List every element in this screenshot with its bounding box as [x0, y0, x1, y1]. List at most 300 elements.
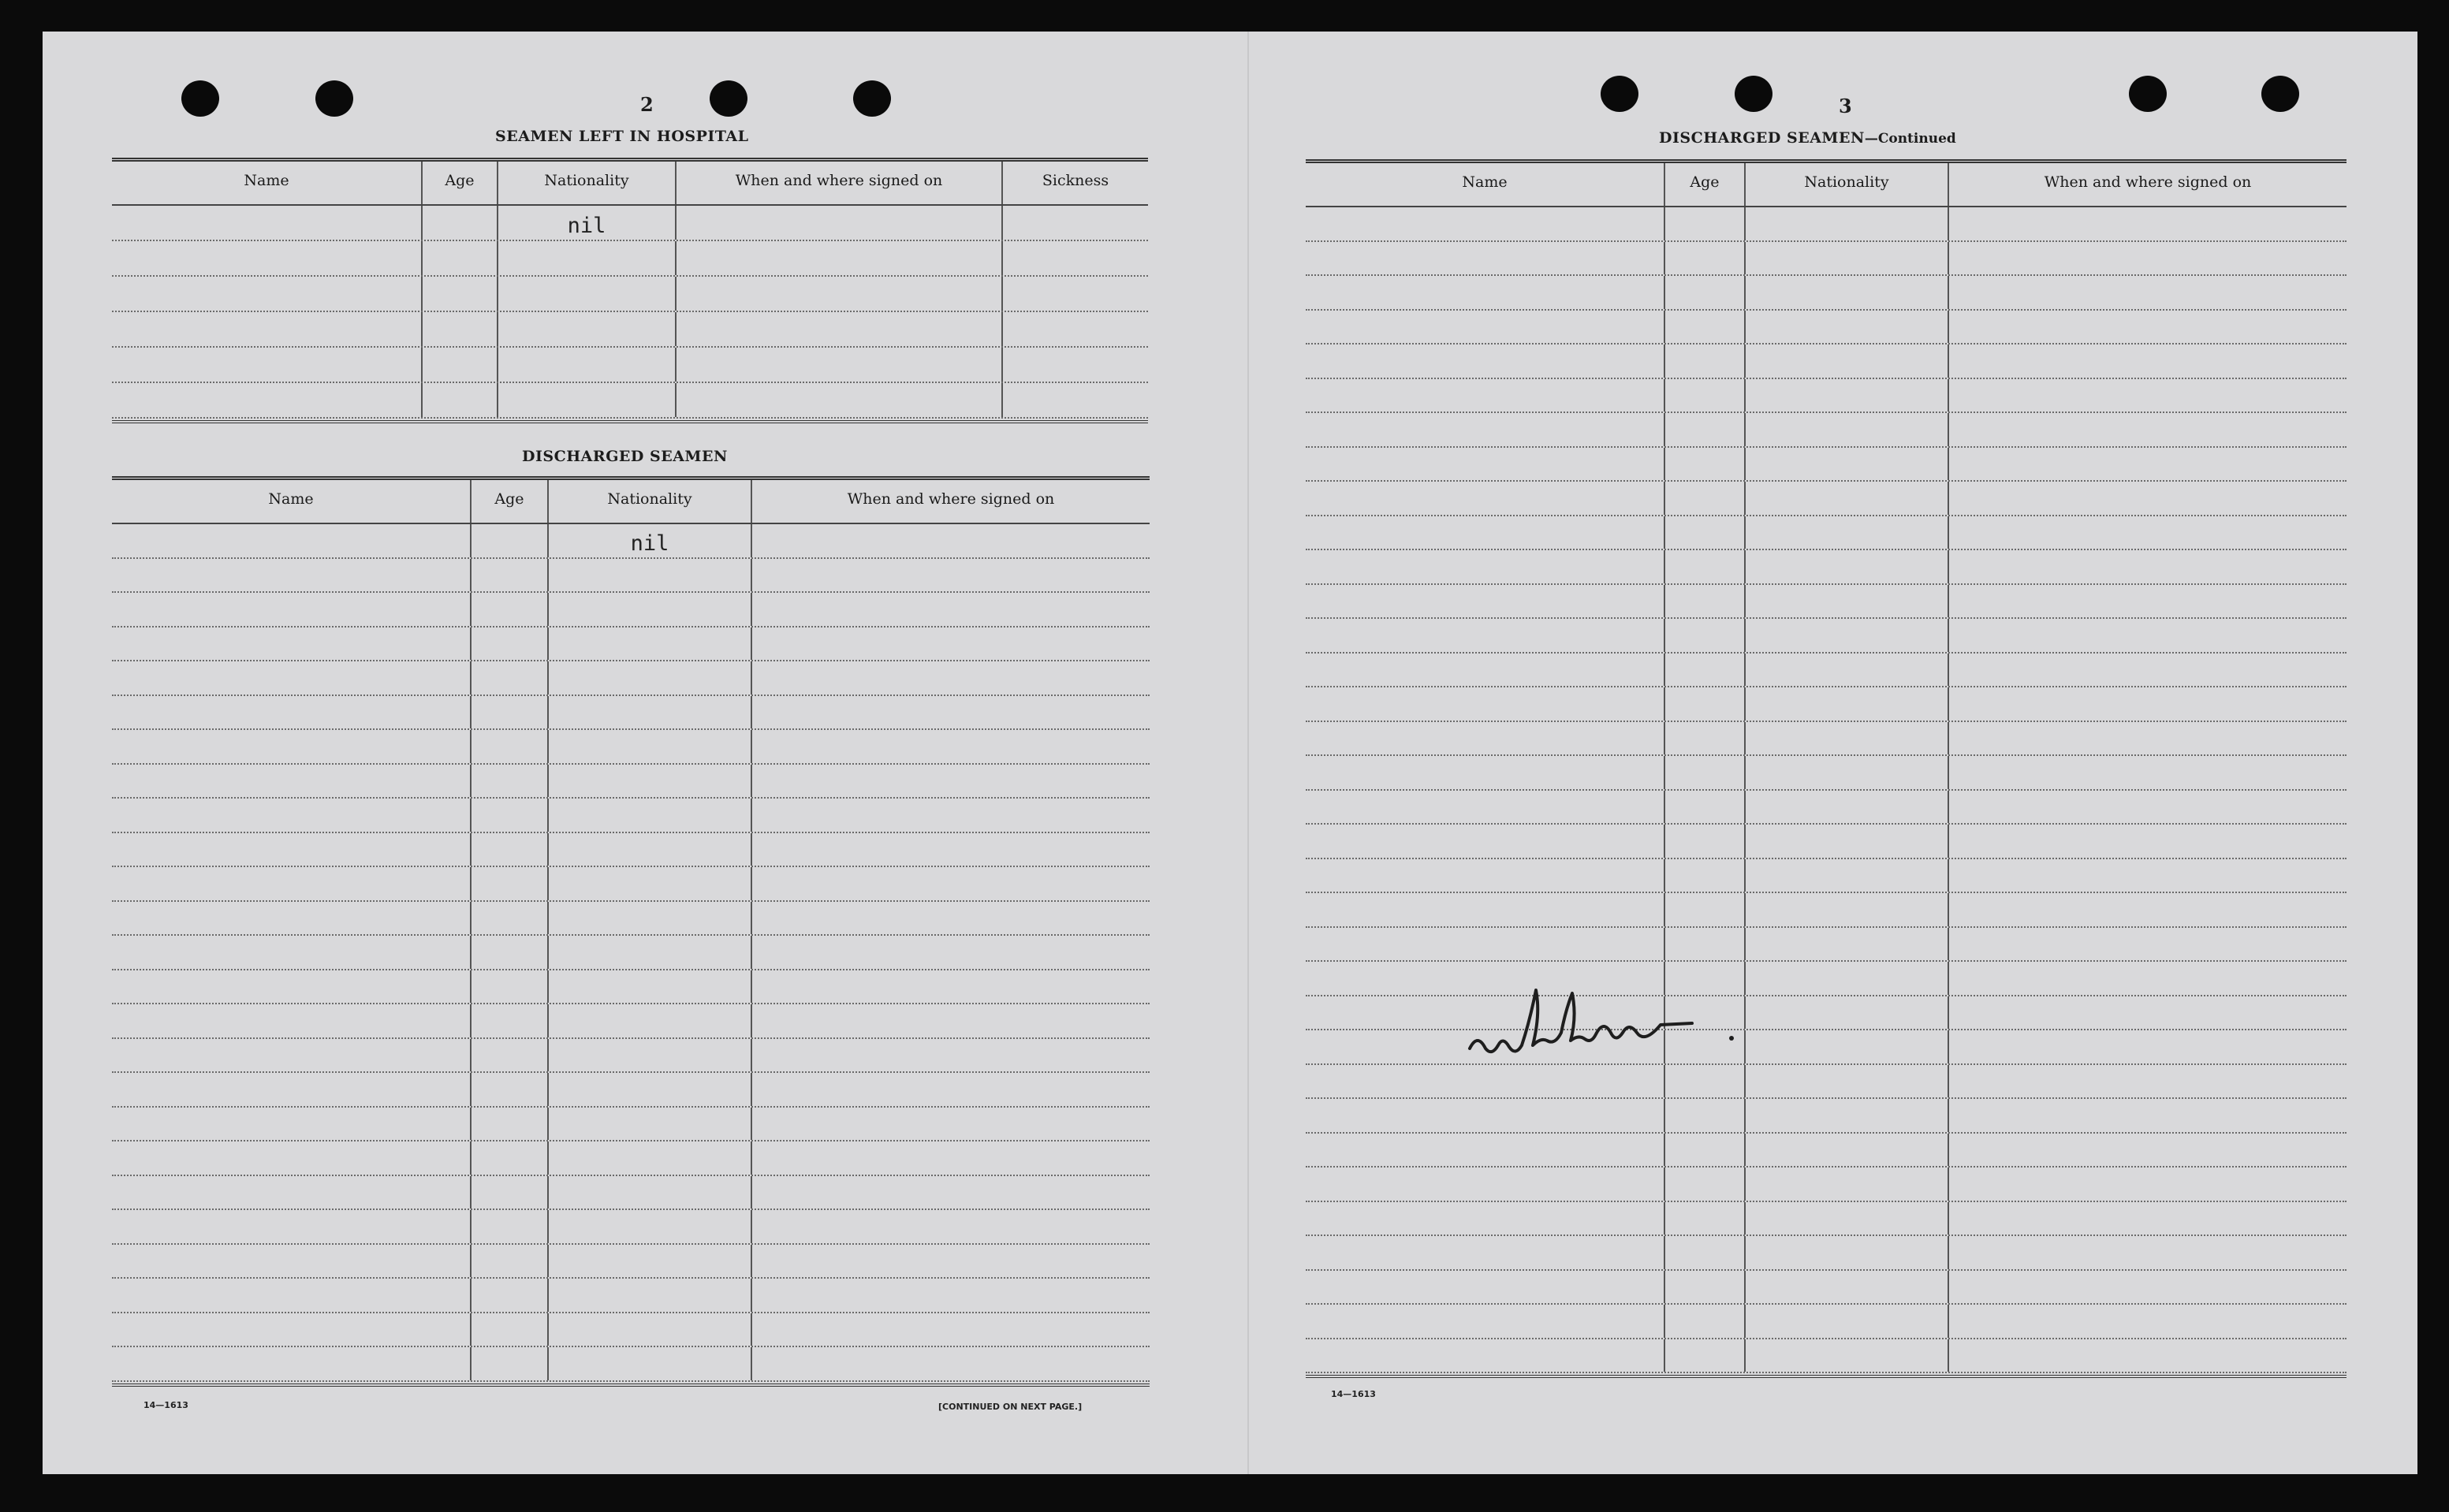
cell-nationality	[1746, 276, 1949, 309]
table-row	[1306, 311, 2346, 345]
table-row	[112, 524, 1150, 559]
table-row	[1306, 859, 2346, 894]
discharged-table	[112, 476, 1150, 1382]
cell-nationality	[1746, 893, 1949, 926]
cell-age	[423, 383, 498, 417]
cell-signed-on	[1949, 654, 2346, 687]
column-header-name: Name	[1306, 163, 1665, 206]
discharged-section-title: DISCHARGED SEAMEN	[522, 448, 728, 465]
cell-nationality	[498, 348, 677, 382]
cell-name	[1306, 1339, 1665, 1372]
cell-age	[472, 1039, 549, 1072]
cell-age	[472, 1004, 549, 1037]
table-row	[1306, 1305, 2346, 1339]
column-header-sickness: Sickness	[1042, 172, 1109, 189]
cell-name	[112, 936, 472, 969]
cell-nationality	[549, 1176, 752, 1209]
cell-nationality	[1746, 585, 1949, 618]
cell-signed-on	[752, 1313, 1150, 1346]
cell-nationality	[1746, 756, 1949, 789]
cell-age	[1665, 448, 1746, 481]
cell-age	[423, 348, 498, 382]
cell-signed-on	[1949, 344, 2346, 378]
cell-nationality	[1746, 379, 1949, 412]
cell-name	[112, 1073, 472, 1106]
cell-name	[1306, 1271, 1665, 1304]
discharged-continued-title-main: DISCHARGED SEAMEN	[1659, 129, 1865, 147]
cell-age	[472, 867, 549, 900]
cell-nationality	[549, 1245, 752, 1278]
cell-age	[472, 559, 549, 592]
cell-nationality	[1746, 1099, 1949, 1132]
cell-age	[472, 1313, 549, 1346]
cell-nationality	[1746, 1168, 1949, 1201]
column-header-signed-on: When and where signed on	[2044, 173, 2252, 191]
hospital-table-body	[112, 206, 1148, 419]
column-header-nationality: Nationality	[549, 480, 752, 523]
cell-name	[112, 696, 472, 729]
cell-signed-on	[1949, 242, 2346, 275]
cell-name	[1306, 311, 1665, 344]
cell-signed-on	[1949, 859, 2346, 892]
discharged-table-body	[112, 524, 1150, 1382]
cell-nationality	[549, 661, 752, 695]
cell-name	[112, 241, 423, 275]
cell-signed-on	[677, 312, 1003, 346]
table-end-rule	[112, 420, 1148, 423]
column-header-age: Age	[472, 480, 549, 523]
cell-age	[1665, 550, 1746, 583]
table-row	[112, 696, 1150, 731]
table-row	[112, 661, 1150, 696]
cell-nationality	[549, 902, 752, 935]
cell-signed-on	[1949, 516, 2346, 549]
table-row	[112, 1347, 1150, 1382]
cell-nationality	[498, 312, 677, 346]
cell-name	[112, 1313, 472, 1346]
table-row	[112, 559, 1150, 594]
cell-nationality: nil	[549, 524, 752, 557]
table-row	[112, 970, 1150, 1005]
cell-nationality	[549, 696, 752, 729]
cell-name	[112, 348, 423, 382]
discharged-continued-title	[1659, 129, 1956, 147]
table-row	[112, 628, 1150, 662]
cell-name	[1306, 413, 1665, 446]
table-row	[1306, 1236, 2346, 1271]
cell-signed-on	[677, 206, 1003, 240]
cell-sickness	[1003, 348, 1148, 382]
cell-age	[1665, 379, 1746, 412]
cell-nationality	[498, 383, 677, 417]
table-end-rule	[112, 1384, 1150, 1387]
table-row	[1306, 1134, 2346, 1168]
cell-age	[1665, 893, 1746, 926]
cell-age	[1665, 859, 1746, 892]
cell-name	[112, 1347, 472, 1380]
discharged-continued-table	[1306, 159, 2346, 1373]
column-header-name: Name	[112, 162, 423, 204]
table-row	[112, 1245, 1150, 1279]
cell-signed-on	[1949, 1271, 2346, 1304]
cell-nationality	[498, 241, 677, 275]
cell-age	[1665, 1236, 1746, 1269]
cell-signed-on	[1949, 1134, 2346, 1167]
discharged-table-header	[112, 480, 1150, 524]
table-row	[112, 383, 1148, 419]
cell-age	[472, 1073, 549, 1106]
table-row	[1306, 207, 2346, 242]
cell-signed-on	[752, 593, 1150, 626]
cell-name	[112, 1210, 472, 1243]
cell-age	[1665, 791, 1746, 824]
cell-sickness	[1003, 206, 1148, 240]
cell-nationality	[498, 277, 677, 311]
cell-signed-on	[1949, 1339, 2346, 1372]
cell-nationality	[549, 1004, 752, 1037]
cell-nationality	[1746, 791, 1949, 824]
cell-age	[472, 730, 549, 763]
table-row	[112, 833, 1150, 868]
cell-signed-on	[1949, 207, 2346, 240]
cell-name	[112, 1279, 472, 1312]
cell-name	[1306, 482, 1665, 515]
cell-nationality	[1746, 207, 1949, 240]
cell-age	[1665, 1168, 1746, 1201]
table-row	[1306, 550, 2346, 585]
cell-nationality	[1746, 344, 1949, 378]
cell-nationality	[1746, 619, 1949, 652]
cell-signed-on	[752, 696, 1150, 729]
cell-age	[1665, 1099, 1746, 1132]
punch-hole	[853, 80, 891, 117]
cell-signed-on	[1949, 1030, 2346, 1063]
cell-signed-on	[752, 1210, 1150, 1243]
cell-signed-on	[1949, 1236, 2346, 1269]
cell-signed-on	[752, 1347, 1150, 1380]
cell-nationality	[1746, 1134, 1949, 1167]
table-row	[112, 277, 1148, 312]
table-row	[112, 730, 1150, 765]
cell-nationality	[549, 833, 752, 866]
hospital-section-title: SEAMEN LEFT IN HOSPITAL	[495, 128, 749, 145]
punch-hole	[1735, 76, 1772, 112]
cell-name	[112, 661, 472, 695]
cell-age	[1665, 687, 1746, 721]
cell-name	[1306, 1168, 1665, 1201]
cell-signed-on	[752, 1004, 1150, 1037]
cell-signed-on	[1949, 276, 2346, 309]
cell-signed-on	[677, 241, 1003, 275]
cell-name	[1306, 1202, 1665, 1235]
cell-nationality	[549, 730, 752, 763]
column-header-age: Age	[423, 162, 498, 204]
cell-sickness	[1003, 312, 1148, 346]
cell-nationality	[1746, 1305, 1949, 1338]
continued-table-body	[1306, 207, 2346, 1373]
cell-age	[1665, 242, 1746, 275]
table-row	[1306, 585, 2346, 620]
table-row	[1306, 687, 2346, 722]
cell-nationality	[549, 799, 752, 832]
cell-signed-on	[752, 1039, 1150, 1072]
table-row	[112, 593, 1150, 628]
cell-signed-on	[1949, 1099, 2346, 1132]
cell-nationality	[549, 1347, 752, 1380]
cell-nationality	[1746, 242, 1949, 275]
cell-nationality	[549, 1073, 752, 1106]
cell-age	[1665, 1202, 1746, 1235]
cell-name	[1306, 1305, 1665, 1338]
cell-nationality	[1746, 413, 1949, 446]
table-row	[1306, 1168, 2346, 1202]
cell-name	[1306, 1099, 1665, 1132]
cell-nationality	[549, 559, 752, 592]
cell-name	[1306, 344, 1665, 378]
cell-age	[1665, 619, 1746, 652]
cell-nationality	[1746, 687, 1949, 721]
table-row	[112, 1313, 1150, 1348]
cell-name	[112, 765, 472, 798]
cell-signed-on	[752, 730, 1150, 763]
cell-nationality	[1746, 825, 1949, 858]
cell-name	[1306, 722, 1665, 755]
cell-signed-on	[1949, 379, 2346, 412]
table-row	[1306, 379, 2346, 414]
cell-signed-on	[1949, 687, 2346, 721]
cell-nationality	[1746, 1202, 1949, 1235]
cell-age	[423, 241, 498, 275]
cell-age	[472, 628, 549, 661]
cell-age	[1665, 276, 1746, 309]
table-row	[112, 936, 1150, 970]
punch-hole	[181, 80, 219, 117]
cell-age	[472, 696, 549, 729]
cell-name	[112, 730, 472, 763]
cell-nationality	[549, 765, 752, 798]
cell-signed-on	[1949, 448, 2346, 481]
cell-nationality	[549, 970, 752, 1004]
cell-name	[112, 593, 472, 626]
cell-name	[112, 559, 472, 592]
cell-age	[1665, 722, 1746, 755]
cell-age	[472, 524, 549, 557]
table-row	[1306, 1202, 2346, 1237]
column-header-signed-on: When and where signed on	[847, 490, 1055, 508]
cell-age	[1665, 1134, 1746, 1167]
table-row	[112, 348, 1148, 383]
cell-signed-on	[1949, 413, 2346, 446]
cell-nationality	[1746, 722, 1949, 755]
table-row	[112, 799, 1150, 833]
table-row	[1306, 413, 2346, 448]
table-row	[112, 1210, 1150, 1245]
cell-name	[112, 799, 472, 832]
cell-signed-on	[752, 628, 1150, 661]
table-row	[1306, 619, 2346, 654]
cell-signed-on	[752, 765, 1150, 798]
table-row	[1306, 242, 2346, 277]
cell-name	[112, 833, 472, 866]
cell-nationality: nil	[498, 206, 677, 240]
table-row	[1306, 928, 2346, 963]
punch-hole	[2129, 76, 2167, 112]
document-spread	[43, 32, 2417, 1474]
cell-signed-on	[1949, 550, 2346, 583]
cell-age	[472, 1141, 549, 1175]
cell-name	[112, 1245, 472, 1278]
cell-age	[1665, 516, 1746, 549]
cell-signed-on	[1949, 1168, 2346, 1201]
cell-name	[1306, 1134, 1665, 1167]
table-row	[112, 1108, 1150, 1142]
cell-name	[1306, 1236, 1665, 1269]
cell-name	[112, 277, 423, 311]
cell-name	[1306, 893, 1665, 926]
cell-signed-on	[1949, 825, 2346, 858]
cell-signed-on	[752, 902, 1150, 935]
punch-hole	[315, 80, 353, 117]
cell-signed-on	[752, 833, 1150, 866]
cell-nationality	[549, 628, 752, 661]
column-header-signed-on: When and where signed on	[677, 162, 1003, 204]
cell-name	[1306, 619, 1665, 652]
cell-age	[472, 1245, 549, 1278]
cell-age	[1665, 654, 1746, 687]
cell-nationality	[549, 1108, 752, 1141]
table-row	[1306, 722, 2346, 757]
table-row	[1306, 1271, 2346, 1305]
cell-age	[1665, 756, 1746, 789]
cell-name	[1306, 242, 1665, 275]
cell-name	[1306, 379, 1665, 412]
cell-age	[1665, 825, 1746, 858]
cell-signed-on	[752, 661, 1150, 695]
continued-notice: [CONTINUED ON NEXT PAGE.]	[938, 1402, 1083, 1412]
cell-signed-on	[1949, 1202, 2346, 1235]
cell-name	[112, 524, 472, 557]
cell-signed-on	[1949, 311, 2346, 344]
cell-nationality	[1746, 516, 1949, 549]
cell-age	[1665, 1339, 1746, 1372]
cell-signed-on	[677, 348, 1003, 382]
column-header-name: Name	[112, 480, 472, 523]
table-row	[1306, 654, 2346, 688]
table-row	[1306, 1339, 2346, 1374]
page-fold	[1247, 32, 1249, 1474]
cell-name	[112, 312, 423, 346]
cell-nationality	[1746, 859, 1949, 892]
cell-nationality	[1746, 1339, 1949, 1372]
table-row	[1306, 893, 2346, 928]
table-row	[112, 312, 1148, 348]
cell-name	[1306, 791, 1665, 824]
cell-nationality	[549, 1210, 752, 1243]
column-header-nationality: Nationality	[498, 162, 677, 204]
cell-name	[1306, 448, 1665, 481]
table-row	[1306, 344, 2346, 379]
cell-name	[1306, 550, 1665, 583]
cell-nationality	[1746, 928, 1949, 961]
cell-age	[1665, 1271, 1746, 1304]
punch-hole	[710, 80, 747, 117]
cell-nationality	[549, 867, 752, 900]
cell-nationality	[549, 936, 752, 969]
cell-age	[472, 661, 549, 695]
cell-age	[423, 206, 498, 240]
cell-name	[112, 206, 423, 240]
cell-signed-on	[677, 277, 1003, 311]
cell-signed-on	[1949, 928, 2346, 961]
cell-name	[112, 1176, 472, 1209]
cell-signed-on	[1949, 619, 2346, 652]
cell-nationality	[1746, 311, 1949, 344]
table-row	[1306, 1099, 2346, 1134]
cell-sickness	[1003, 241, 1148, 275]
page-number-right: 3	[1839, 95, 1852, 117]
table-row	[112, 206, 1148, 241]
cell-name	[112, 1141, 472, 1175]
table-row	[1306, 276, 2346, 311]
cell-age	[472, 970, 549, 1004]
cell-nationality	[1746, 1271, 1949, 1304]
cell-signed-on	[752, 867, 1150, 900]
bleed-through-signature	[1454, 981, 1785, 1076]
cell-signed-on	[752, 524, 1150, 557]
hospital-table	[112, 158, 1148, 419]
cell-nationality	[1746, 654, 1949, 687]
table-row	[112, 902, 1150, 937]
table-row	[112, 765, 1150, 799]
cell-name	[1306, 207, 1665, 240]
cell-name	[1306, 859, 1665, 892]
table-row	[1306, 516, 2346, 551]
cell-signed-on	[752, 799, 1150, 832]
cell-name	[1306, 585, 1665, 618]
table-row	[112, 241, 1148, 277]
cell-name	[1306, 276, 1665, 309]
cell-signed-on	[752, 970, 1150, 1004]
cell-age	[423, 312, 498, 346]
cell-signed-on	[1949, 962, 2346, 995]
cell-name	[1306, 928, 1665, 961]
cell-sickness	[1003, 383, 1148, 417]
cell-age	[472, 799, 549, 832]
cell-name	[1306, 516, 1665, 549]
cell-age	[1665, 413, 1746, 446]
cell-signed-on	[752, 1108, 1150, 1141]
cell-nationality	[1746, 550, 1949, 583]
cell-nationality	[1746, 1236, 1949, 1269]
cell-age	[472, 1279, 549, 1312]
form-number-right: 14—1613	[1331, 1389, 1376, 1399]
table-row	[112, 1073, 1150, 1108]
cell-age	[1665, 928, 1746, 961]
table-row	[112, 867, 1150, 902]
cell-signed-on	[752, 1073, 1150, 1106]
cell-age	[1665, 585, 1746, 618]
cell-age	[1665, 207, 1746, 240]
cell-name	[112, 902, 472, 935]
cell-age	[472, 1108, 549, 1141]
table-end-rule	[1306, 1375, 2346, 1378]
cell-age	[472, 902, 549, 935]
cell-name	[112, 383, 423, 417]
cell-signed-on	[752, 936, 1150, 969]
table-row	[112, 1176, 1150, 1211]
cell-name	[112, 628, 472, 661]
cell-nationality	[549, 1279, 752, 1312]
